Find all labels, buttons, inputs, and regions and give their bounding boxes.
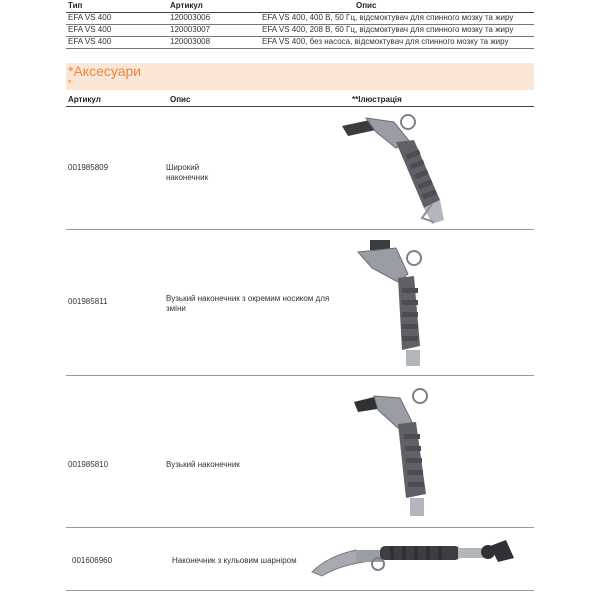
- row-type: EFA VS 400: [68, 25, 112, 34]
- row-article: 120003008: [170, 37, 211, 46]
- accessory-article: 001985810: [68, 460, 109, 469]
- row-divider: [66, 590, 534, 591]
- header-description: Опис: [356, 1, 377, 10]
- header-illustration: **Ілюстрація: [352, 95, 402, 104]
- accessory-description: Вузький наконечник з окремим носиком для зміни: [166, 294, 330, 313]
- row-article: 120003006: [170, 13, 211, 22]
- row-type: EFA VS 400: [68, 37, 112, 46]
- row-divider: [66, 375, 534, 376]
- accessory-description: Наконечник з кульовим шарніром: [172, 556, 297, 565]
- header-description: Опис: [170, 95, 191, 104]
- row-description: EFA VS 400, 208 В, 60 Гц, відсмоктувач для спинного мозку та жиру: [262, 25, 514, 34]
- ball-joint-nozzle-image: [308, 532, 520, 580]
- table-row: [66, 36, 534, 49]
- narrow-nozzle-replaceable-tip-image: [350, 234, 440, 370]
- accessories-title: *Аксесуари: [68, 63, 142, 79]
- row-divider: [66, 229, 534, 230]
- header-type: Тип: [68, 1, 83, 10]
- header-article: Артикул: [170, 1, 203, 10]
- accessory-description: Вузький наконечник: [166, 460, 240, 469]
- header-article: Артикул: [68, 95, 101, 104]
- narrow-nozzle-image: [348, 380, 440, 520]
- accessory-article: 001985809: [68, 163, 109, 172]
- accessories-table-header: [66, 94, 534, 107]
- row-article: 120003007: [170, 25, 211, 34]
- accessory-article: 001606960: [72, 556, 113, 565]
- row-description: EFA VS 400, 400 В, 50 Гц, відсмоктувач для спинного мозку та жиру: [262, 13, 514, 22]
- row-description: EFA VS 400, без насоса, відсмоктувач для спинного мозку та жиру: [262, 37, 509, 46]
- accessories-footnote-star: *: [68, 78, 72, 88]
- accessory-description: Широкий наконечник: [166, 163, 209, 182]
- accessory-article: 001985811: [68, 297, 108, 306]
- wide-nozzle-image: [336, 108, 446, 228]
- row-type: EFA VS 400: [68, 13, 112, 22]
- row-divider: [66, 527, 534, 528]
